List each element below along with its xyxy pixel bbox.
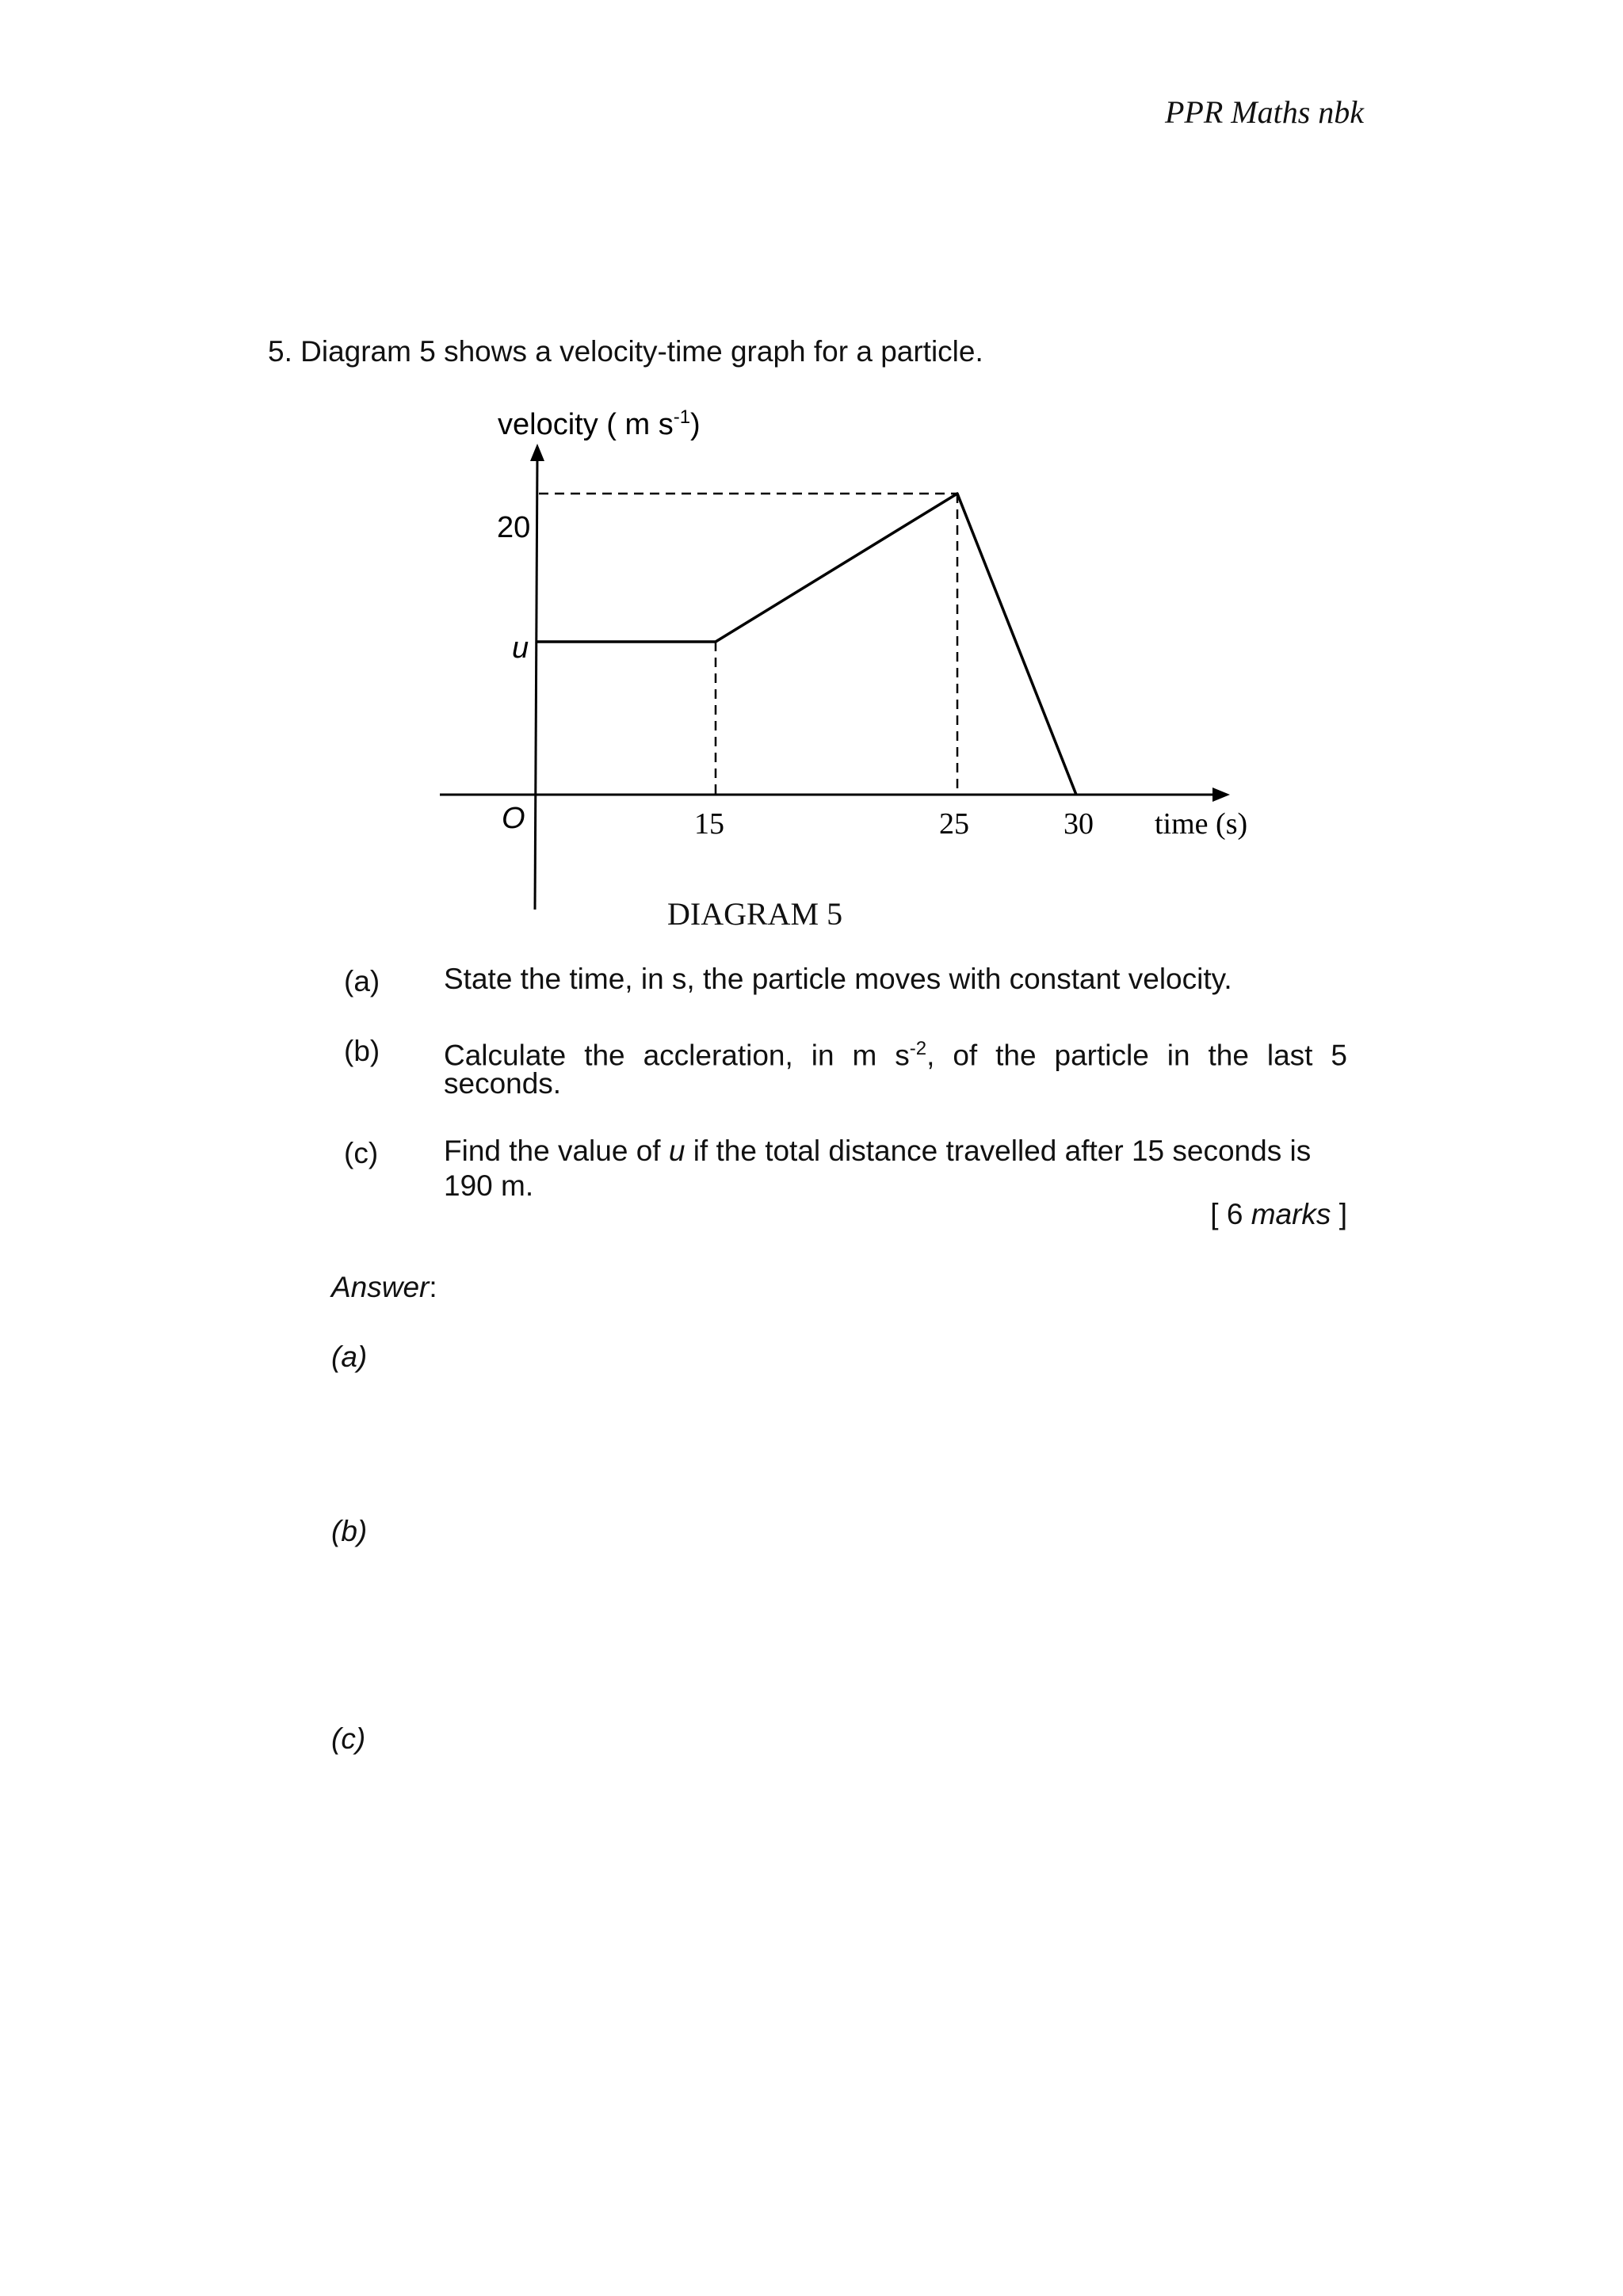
marks-indicator [1210,1198,1347,1231]
part-c-label: (c) [344,1137,379,1169]
answer-heading-colon: : [429,1271,437,1303]
y-axis-label-main: velocity ( m s [498,408,674,441]
part-c-line2: 190 m. [444,1169,534,1202]
part-b-line1-pre: Calculate the accleration, in m s [444,1039,910,1072]
x-tick-30: 30 [1064,807,1094,841]
part-c-line1-pre: Find the value of [444,1135,669,1167]
answer-heading [331,1271,437,1304]
velocity-time-graph [0,0,1623,919]
x-axis-arrowhead [1212,788,1230,802]
question-intro: 5. Diagram 5 shows a velocity-time graph for a particle. [268,335,983,368]
x-tick-25: 25 [939,807,969,841]
part-b-line1-post: , of the particle in the last 5 [926,1039,1347,1072]
marks-open: [ 6 [1210,1198,1251,1230]
velocity-series-line [537,494,1076,795]
y-tick-u: u [512,631,529,665]
y-axis-arrowhead [530,444,544,461]
part-c-variable-u: u [668,1135,685,1167]
y-axis-label-superscript: -1 [673,406,691,428]
diagram-caption: DIAGRAM 5 [667,896,843,932]
answer-label-b: (b) [331,1515,368,1547]
page-header: PPR Maths nbk [1165,94,1365,130]
part-a-label: (a) [344,965,380,997]
part-a-text: State the time, in s, the particle moves with constant velocity. [444,963,1232,995]
marks-close: ] [1331,1198,1347,1230]
x-tick-15: 15 [694,807,724,841]
part-b-label: (b) [344,1035,380,1067]
y-axis-label [498,406,701,441]
answer-heading-word: Answer [331,1271,430,1303]
answer-label-a: (a) [331,1341,368,1373]
part-b-superscript: -2 [909,1038,927,1059]
y-axis [535,456,537,910]
part-c-line1 [444,1134,1355,1169]
x-axis-label: time (s) [1155,807,1248,841]
y-axis-label-close: ) [690,408,701,441]
origin-label: O [502,802,525,835]
part-b-line2: seconds. [444,1067,562,1100]
y-tick-20: 20 [497,511,531,544]
marks-word: marks [1251,1198,1331,1230]
answer-label-c: (c) [331,1722,366,1755]
part-c-line1-post: if the total distance travelled after 15 seconds is [685,1135,1312,1167]
